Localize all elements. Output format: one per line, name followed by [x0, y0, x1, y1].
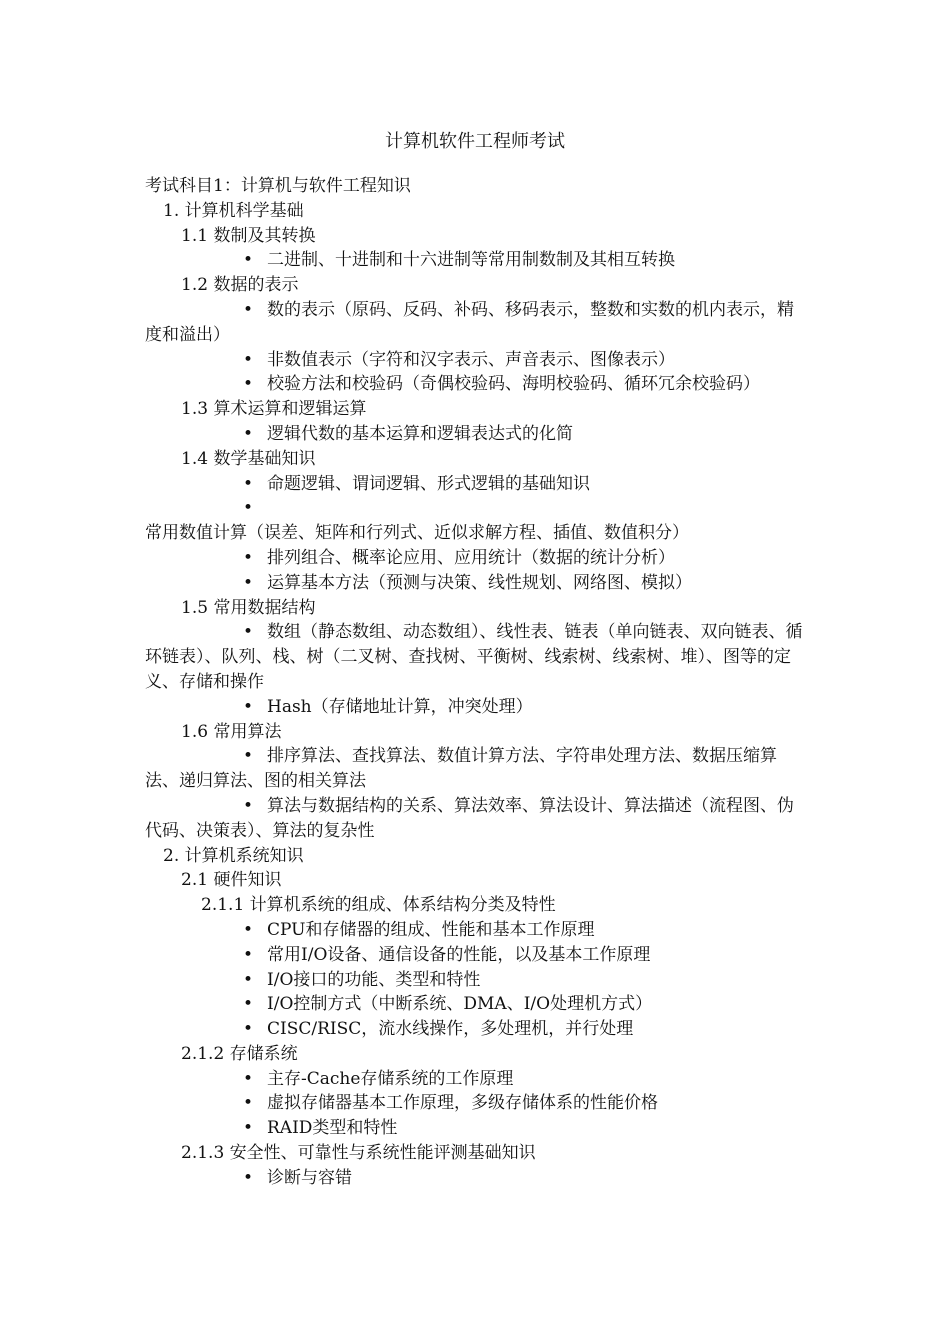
- bullet-text: 排列组合、概率论应用、应用统计（数据的统计分析）: [267, 547, 675, 568]
- bullet-item: [145, 1067, 810, 1092]
- bullet-text: CPU和存储器的组成、性能和基本工作原理: [267, 919, 595, 940]
- bullet-icon: •: [243, 299, 254, 320]
- bullet-text: 虚拟存储器基本工作原理，多级存储体系的性能价格: [267, 1093, 658, 1114]
- bullet-item: [145, 372, 810, 397]
- subsection-heading: 1.4 数学基础知识: [181, 448, 316, 469]
- bullet-icon: •: [243, 547, 254, 568]
- bullet-item: [145, 422, 810, 447]
- syllabus-body: [145, 174, 810, 1191]
- subsection-heading: 2.1.2 存储系统: [181, 1043, 298, 1064]
- page-title: 计算机软件工程师考试: [385, 131, 565, 152]
- bullet-text: RAID类型和特性: [267, 1118, 398, 1139]
- subsection-heading: 1.3 算术运算和逻辑运算: [181, 399, 367, 420]
- bullet-item: [145, 744, 810, 794]
- bullet-icon: •: [243, 1167, 254, 1188]
- bullet-item: [145, 968, 810, 993]
- subsection-heading: 1.6 常用算法: [181, 721, 282, 742]
- bullet-icon: •: [243, 1118, 254, 1139]
- bullet-item: [145, 298, 810, 348]
- bullet-text: Hash（存储地址计算，冲突处理）: [267, 696, 533, 717]
- bullet-icon: •: [243, 969, 254, 990]
- bullet-text: 二进制、十进制和十六进制等常用制数制及其相互转换: [267, 250, 675, 271]
- bullet-icon: •: [243, 746, 254, 767]
- bullet-icon: •: [243, 1093, 254, 1114]
- bullet-icon: •: [243, 572, 254, 593]
- bullet-text: 运算基本方法（预测与决策、线性规划、网络图、模拟）: [267, 572, 692, 593]
- bullet-icon: •: [243, 374, 254, 395]
- bullet-text: 常用数值计算（误差、矩阵和行列式、近似求解方程、插值、数值积分）: [145, 523, 689, 544]
- section-heading: 2. 计算机系统知识: [163, 845, 304, 866]
- bullet-icon: •: [243, 423, 254, 444]
- bullet-item: [145, 943, 810, 968]
- bullet-item: [145, 348, 810, 373]
- bullet-text: 算法与数据结构的关系、算法效率、算法设计、算法描述（流程图、伪代码、决策表）、算法的复杂性: [145, 795, 794, 841]
- bullet-icon: •: [243, 994, 254, 1015]
- bullet-item: [145, 794, 810, 844]
- bullet-item: [145, 992, 810, 1017]
- bullet-text: 常用I/O设备、通信设备的性能，以及基本工作原理: [267, 944, 651, 965]
- bullet-icon: •: [243, 349, 254, 370]
- bullet-icon: •: [243, 1068, 254, 1089]
- subsection-heading: 1.1 数制及其转换: [181, 225, 316, 246]
- bullet-text: 主存-Cache存储系统的工作原理: [267, 1068, 514, 1089]
- bullet-item: [145, 496, 810, 546]
- bullet-item: [145, 546, 810, 571]
- bullet-text: 数组（静态数组、动态数组）、线性表、链表（单向链表、双向链表、循环链表）、队列、栈、树（二叉树、查找树、平衡树、线索树、线索树、堆）、图等的定义、存储和操作: [145, 622, 803, 692]
- bullet-text: 诊断与容错: [267, 1167, 352, 1188]
- bullet-item: [145, 620, 810, 694]
- bullet-text: I/O控制方式（中断系统、DMA、I/O处理机方式）: [267, 994, 653, 1015]
- bullet-text: 数的表示（原码、反码、补码、移码表示，整数和实数的机内表示，精度和溢出）: [145, 299, 794, 345]
- bullet-text: 排序算法、查找算法、数值计算方法、字符串处理方法、数据压缩算法、递归算法、图的相关算法: [145, 746, 777, 792]
- bullet-item: [145, 1116, 810, 1141]
- subsection-heading: 1.5 常用数据结构: [181, 597, 316, 618]
- bullet-text: CISC/RISC，流水线操作，多处理机，并行处理: [267, 1019, 634, 1040]
- bullet-icon: •: [243, 250, 254, 271]
- bullet-text: I/O接口的功能、类型和特性: [267, 969, 481, 990]
- subsection-heading: 1.2 数据的表示: [181, 275, 299, 296]
- bullet-icon: •: [243, 498, 254, 519]
- bullet-text: 命题逻辑、谓词逻辑、形式逻辑的基础知识: [267, 473, 590, 494]
- bullet-item: [145, 695, 810, 720]
- bullet-item: [145, 918, 810, 943]
- bullet-item: [145, 1166, 810, 1191]
- bullet-item: [145, 1017, 810, 1042]
- subject-heading: 考试科目1：计算机与软件工程知识: [145, 176, 411, 196]
- subsubsection-heading: 2.1.1 计算机系统的组成、体系结构分类及特性: [201, 895, 556, 916]
- bullet-icon: •: [243, 919, 254, 940]
- bullet-icon: •: [243, 1019, 254, 1040]
- bullet-text: 非数值表示（字符和汉字表示、声音表示、图像表示）: [267, 349, 675, 370]
- subsection-heading: 2.1.3 安全性、可靠性与系统性能评测基础知识: [181, 1143, 536, 1164]
- bullet-item: [145, 571, 810, 596]
- bullet-text: 校验方法和校验码（奇偶校验码、海明校验码、循环冗余校验码）: [267, 374, 760, 395]
- bullet-icon: •: [243, 622, 254, 643]
- bullet-icon: •: [243, 696, 254, 717]
- bullet-text: 逻辑代数的基本运算和逻辑表达式的化简: [267, 423, 573, 444]
- bullet-icon: •: [243, 473, 254, 494]
- bullet-item: [145, 1091, 810, 1116]
- bullet-icon: •: [243, 944, 254, 965]
- syllabus-lines: [145, 199, 810, 1191]
- section-heading: 1. 计算机科学基础: [163, 200, 304, 221]
- bullet-item: [145, 248, 810, 273]
- subsection-heading: 2.1 硬件知识: [181, 870, 282, 891]
- bullet-item: [145, 472, 810, 497]
- bullet-icon: •: [243, 795, 254, 816]
